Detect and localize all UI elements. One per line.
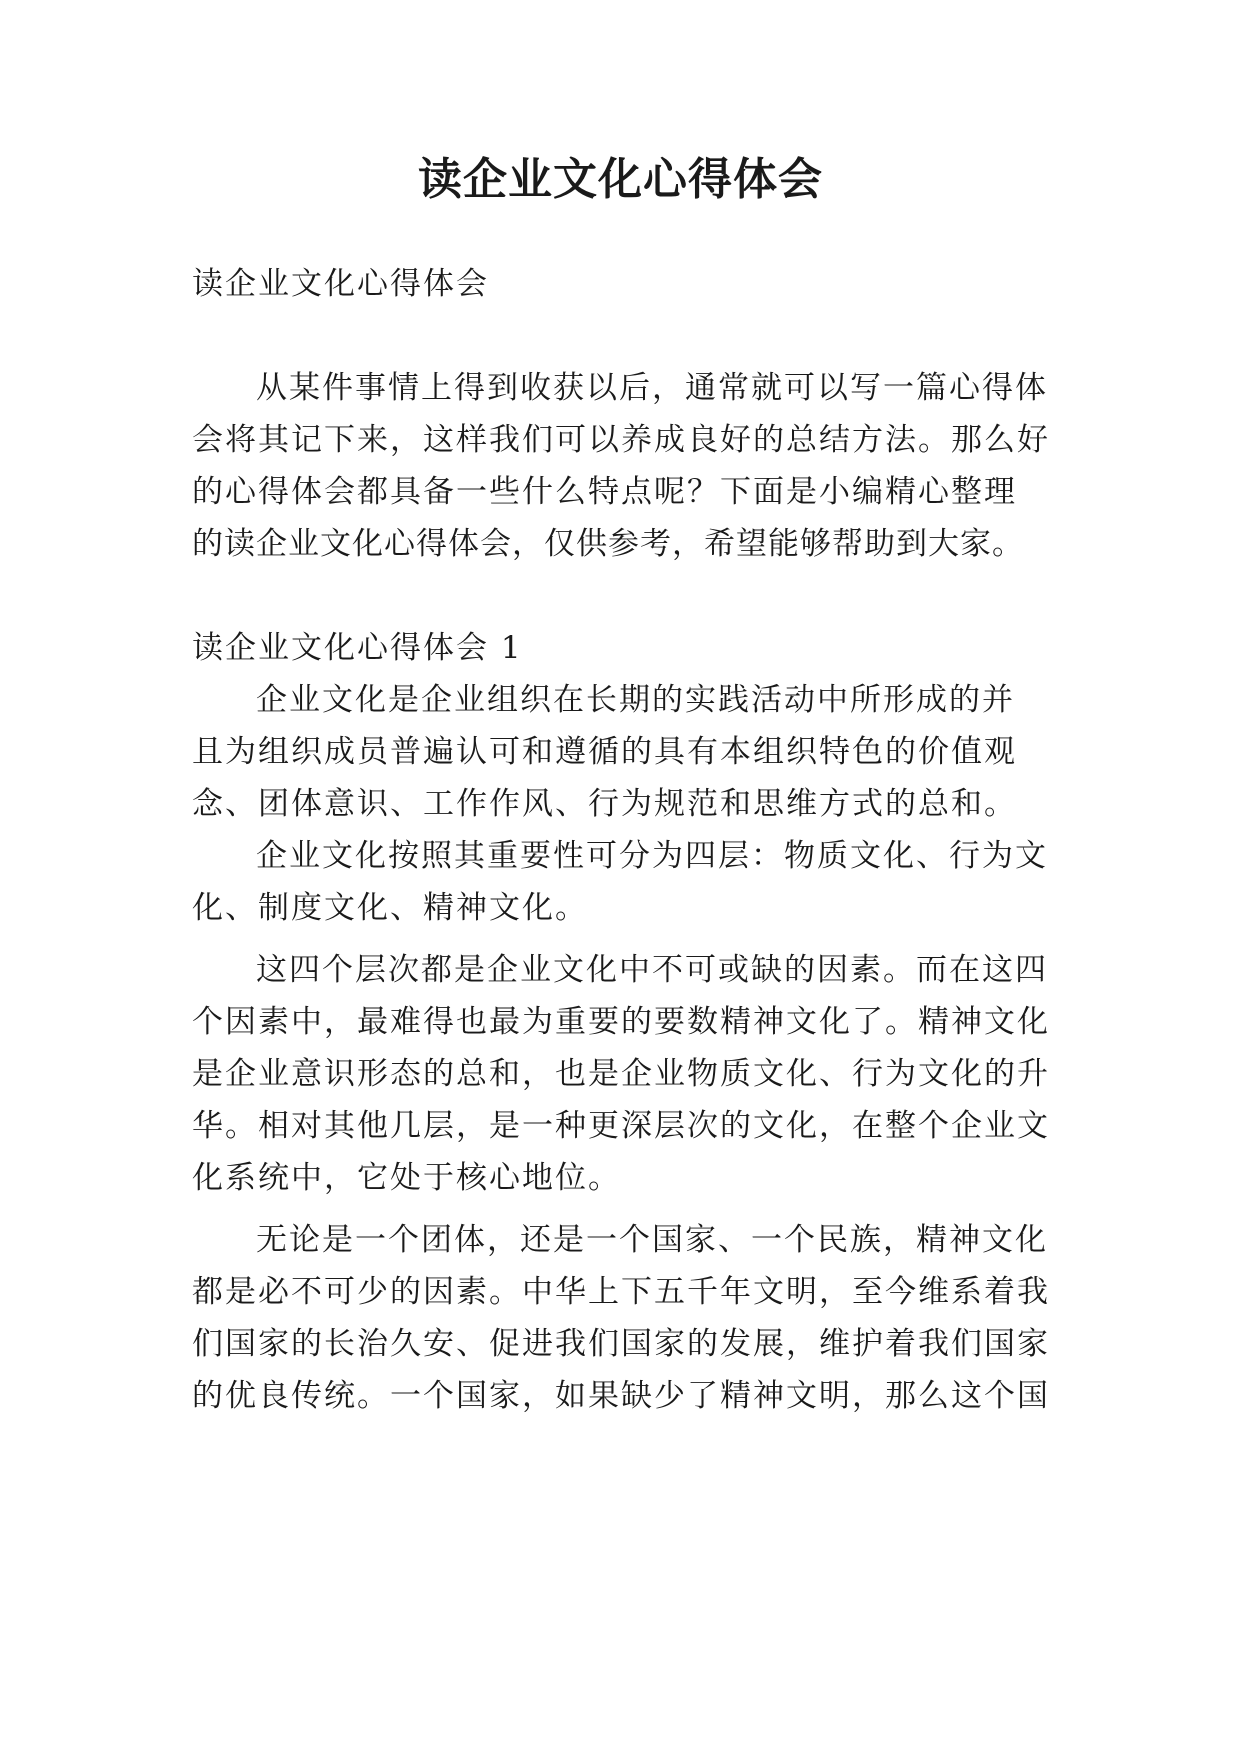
section-heading: 读企业文化心得体会 1 (192, 630, 523, 666)
intro-line-4: 的读企业文化心得体会，仅供参考，希望能够帮助到大家。 (192, 526, 1024, 562)
body-line-4: 企业文化按照其重要性可分为四层：物质文化、行为文 (256, 838, 1048, 874)
body-line-12: 都是必不可少的因素。中华上下五千年文明，至今维系着我 (192, 1274, 1050, 1310)
body-line-8: 是企业意识形态的总和，也是企业物质文化、行为文化的升 (192, 1056, 1050, 1092)
intro-line-2: 会将其记下来，这样我们可以养成良好的总结方法。那么好 (192, 422, 1050, 458)
body-line-7: 个因素中，最难得也最为重要的要数精神文化了。精神文化 (192, 1004, 1050, 1040)
intro-line-3: 的心得体会都具备一些什么特点呢？下面是小编精心整理 (192, 474, 1017, 510)
body-line-14: 的优良传统。一个国家，如果缺少了精神文明，那么这个国 (192, 1378, 1050, 1414)
body-line-9: 华。相对其他几层，是一种更深层次的文化，在整个企业文 (192, 1108, 1050, 1144)
body-line-3: 念、团体意识、工作作风、行为规范和思维方式的总和。 (192, 786, 1017, 822)
document-subtitle: 读企业文化心得体会 (192, 266, 489, 302)
body-line-5: 化、制度文化、精神文化。 (192, 890, 588, 926)
body-line-2: 且为组织成员普遍认可和遵循的具有本组织特色的价值观 (192, 734, 1017, 770)
body-line-6: 这四个层次都是企业文化中不可或缺的因素。而在这四 (256, 952, 1048, 988)
body-line-10: 化系统中，它处于核心地位。 (192, 1160, 621, 1196)
body-line-13: 们国家的长治久安、促进我们国家的发展，维护着我们国家 (192, 1326, 1050, 1362)
body-line-11: 无论是一个团体，还是一个国家、一个民族，精神文化 (256, 1222, 1048, 1258)
document-title: 读企业文化心得体会 (418, 154, 823, 205)
intro-line-1: 从某件事情上得到收获以后，通常就可以写一篇心得体 (256, 370, 1048, 406)
body-line-1: 企业文化是企业组织在长期的实践活动中所形成的并 (256, 682, 1015, 718)
